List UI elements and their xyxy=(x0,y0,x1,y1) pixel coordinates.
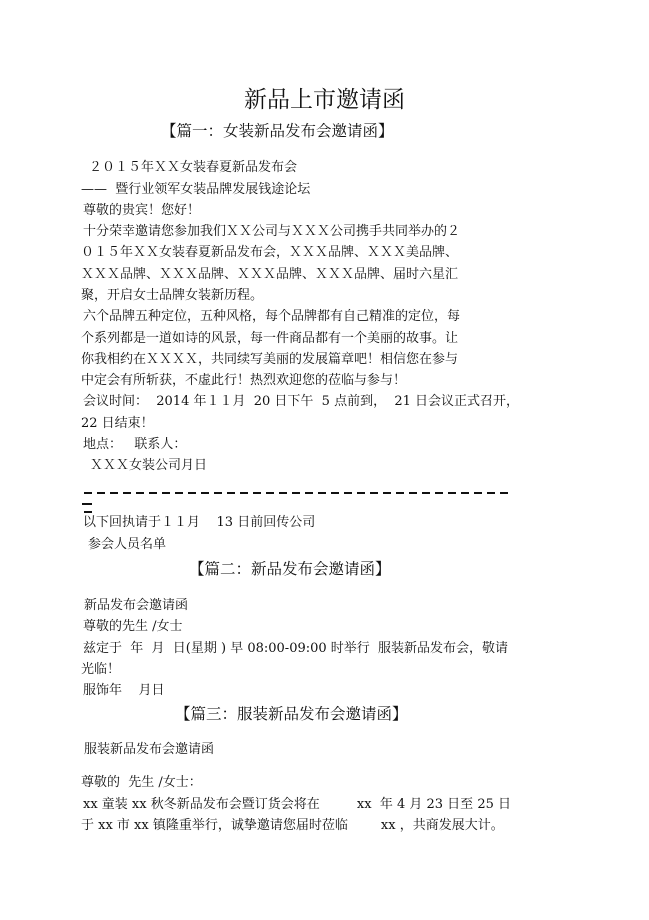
dash-segment xyxy=(162,492,170,494)
s2-line-5: 服饰年 月日 xyxy=(83,683,165,698)
dash-segment xyxy=(409,492,417,494)
dash-segment xyxy=(84,492,92,494)
s1-line-17: 参会人员名单 xyxy=(88,537,167,552)
dash-segment xyxy=(214,492,222,494)
dash-segment xyxy=(123,492,131,494)
dash-segment xyxy=(344,492,352,494)
s1-line-16: 以下回执请于１１月 13 日前回传公司 xyxy=(83,515,316,530)
section-2-heading: 【篇二：新品发布会邀请函】 xyxy=(189,560,391,578)
s2-line-2: 尊敬的先生 /女士 xyxy=(83,619,183,634)
s1-line-4: 十分荣幸邀请您参加我们ＸＸ公司与ＸＸＸ公司携手共同举办的２ xyxy=(83,224,461,239)
dash-segment xyxy=(227,492,235,494)
s1-line-11: 中定会有所斩获，不虚此行！热烈欢迎您的莅临与参与！ xyxy=(81,373,407,388)
dashed-separator xyxy=(84,479,518,481)
dash-segment xyxy=(149,492,157,494)
s1-line-2: —— 暨行业领军女装品牌发展钱途论坛 xyxy=(81,182,311,197)
dash-segment xyxy=(461,492,469,494)
dash-segment xyxy=(240,492,248,494)
s3-line-4: 于 xx 市 xx 镇隆重举行，诚挚邀请您届时莅临 xx ，共商发展大计。 xyxy=(81,818,504,833)
dash-segment xyxy=(110,492,118,494)
s1-line-15: ＸＸＸ女装公司月日 xyxy=(90,458,208,473)
dash-segment xyxy=(357,492,365,494)
dash-segment xyxy=(175,492,183,494)
s1-line-10: 你我相约在ＸＸＸＸ，共同续写美丽的发展篇章吧！相信您在参与 xyxy=(81,352,459,367)
s1-line-3: 尊敬的贵宾！您好！ xyxy=(83,203,201,218)
s3-line-2: 尊敬的 先生 /女士： xyxy=(81,775,202,790)
dash-segment xyxy=(305,492,313,494)
dash-segment xyxy=(188,492,196,494)
s3-line-3: xx 童装 xx 秋冬新品发布会暨订货会将在 xx 年 4 月 23 日至 25 日 xyxy=(83,797,511,812)
dash-segment xyxy=(292,492,300,494)
dash-segment xyxy=(500,492,508,494)
s1-line-14: 地点： 联系人： xyxy=(83,437,187,452)
dash-segment xyxy=(97,492,105,494)
dash-segment xyxy=(318,492,326,494)
section-1-heading: 【篇一：女装新品发布会邀请函】 xyxy=(161,122,394,140)
dash-segment xyxy=(136,492,144,494)
dash-segment xyxy=(266,492,274,494)
dash-segment xyxy=(435,492,443,494)
s2-line-1: 新品发布会邀请函 xyxy=(84,598,189,613)
dash-segment xyxy=(279,492,287,494)
s1-line-7: 聚，开启女士品牌女装新历程。 xyxy=(81,288,264,303)
dash-segment xyxy=(383,492,391,494)
dash-segment xyxy=(84,511,92,513)
s1-line-1: ２０１５年ＸＸ女装春夏新品发布会 xyxy=(89,160,298,175)
s2-line-4: 光临！ xyxy=(81,662,121,677)
s1-line-6: ＸＸＸ品牌、ＸＸＸ品牌、ＸＸＸ品牌、ＸＸＸ品牌、届时六星汇 xyxy=(81,267,459,282)
dash-segment xyxy=(331,492,339,494)
dash-segment xyxy=(422,492,430,494)
dash-segment xyxy=(396,492,404,494)
dashed-separator-end xyxy=(82,503,92,505)
dash-segment xyxy=(253,492,261,494)
s2-line-3: 兹定于 年 月 日(星期 ) 早 08:00-09:00 时举行 服装新品发布会，敬请 xyxy=(83,641,509,656)
s1-line-9: 个系列都是一道如诗的风景，每一件商品都有一个美丽的故事。让 xyxy=(81,331,459,346)
dash-segment xyxy=(487,492,495,494)
document-title: 新品上市邀请函 xyxy=(244,87,405,113)
s1-line-5: ０１５年ＸＸ女装春夏新品发布会，ＸＸＸ品牌、ＸＸＸ美品牌、 xyxy=(81,245,459,260)
dash-segment xyxy=(201,492,209,494)
dash-segment xyxy=(448,492,456,494)
section-3-heading: 【篇三：服装新品发布会邀请函】 xyxy=(175,705,408,723)
s1-line-12: 会议时间： 2014 年１１月 20 日下午 5 点前到， 21 日会议正式召开， xyxy=(83,394,520,409)
s1-line-13: 22 日结束！ xyxy=(81,416,154,431)
dash-segment xyxy=(474,492,482,494)
s3-line-1: 服装新品发布会邀请函 xyxy=(84,742,215,757)
dash-segment xyxy=(370,492,378,494)
s1-line-8: 六个品牌五种定位，五种风格，每个品牌都有自己精准的定位，每 xyxy=(83,309,461,324)
